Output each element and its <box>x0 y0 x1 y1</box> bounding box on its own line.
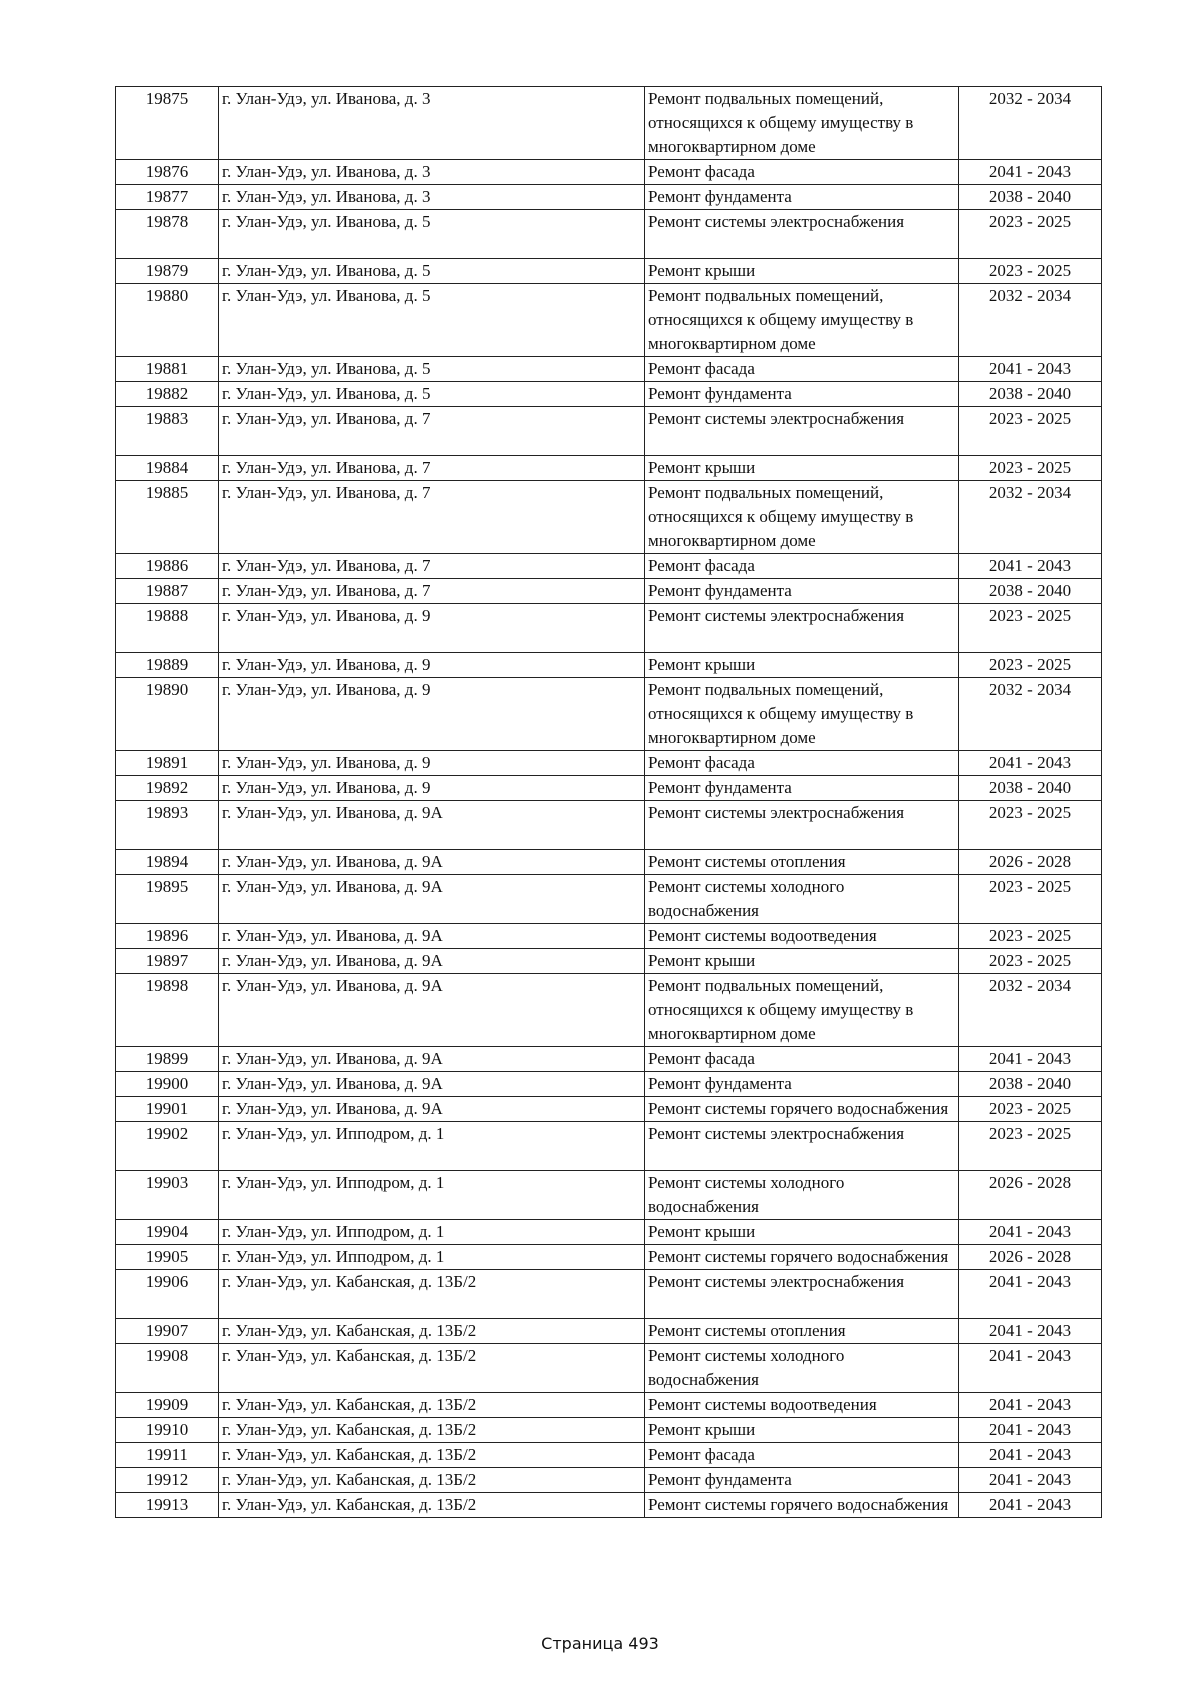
row-number-cell: 19905 <box>116 1245 219 1270</box>
period-cell: 2023 - 2025 <box>959 407 1102 456</box>
row-number-cell: 19908 <box>116 1344 219 1393</box>
period-cell: 2041 - 2043 <box>959 1220 1102 1245</box>
period-cell: 2041 - 2043 <box>959 1493 1102 1518</box>
address-cell: г. Улан-Удэ, ул. Иванова, д. 9А <box>219 949 645 974</box>
period-cell: 2026 - 2028 <box>959 850 1102 875</box>
work-type-cell: Ремонт системы электроснабжения <box>645 1270 959 1319</box>
row-number-cell: 19895 <box>116 875 219 924</box>
row-number-cell: 19887 <box>116 579 219 604</box>
period-cell: 2041 - 2043 <box>959 1319 1102 1344</box>
row-number-cell: 19909 <box>116 1393 219 1418</box>
table-row <box>116 481 1102 554</box>
period-cell: 2023 - 2025 <box>959 456 1102 481</box>
address-cell: г. Улан-Удэ, ул. Кабанская, д. 13Б/2 <box>219 1443 645 1468</box>
period-cell: 2038 - 2040 <box>959 185 1102 210</box>
row-number-cell: 19893 <box>116 801 219 850</box>
work-type-cell: Ремонт крыши <box>645 653 959 678</box>
work-type-cell: Ремонт крыши <box>645 1220 959 1245</box>
work-type-cell: Ремонт фасада <box>645 1443 959 1468</box>
address-cell: г. Улан-Удэ, ул. Иванова, д. 9 <box>219 751 645 776</box>
table-row <box>116 949 1102 974</box>
work-type-cell: Ремонт фасада <box>645 554 959 579</box>
row-number-cell: 19877 <box>116 185 219 210</box>
work-type-cell: Ремонт фасада <box>645 160 959 185</box>
period-cell: 2041 - 2043 <box>959 1468 1102 1493</box>
row-number-cell: 19882 <box>116 382 219 407</box>
address-cell: г. Улан-Удэ, ул. Иванова, д. 9А <box>219 1047 645 1072</box>
address-cell: г. Улан-Удэ, ул. Ипподром, д. 1 <box>219 1122 645 1171</box>
address-cell: г. Улан-Удэ, ул. Иванова, д. 5 <box>219 357 645 382</box>
address-cell: г. Улан-Удэ, ул. Кабанская, д. 13Б/2 <box>219 1468 645 1493</box>
address-cell: г. Улан-Удэ, ул. Кабанская, д. 13Б/2 <box>219 1344 645 1393</box>
table-row <box>116 776 1102 801</box>
table-row <box>116 284 1102 357</box>
row-number-cell: 19897 <box>116 949 219 974</box>
address-cell: г. Улан-Удэ, ул. Иванова, д. 9А <box>219 875 645 924</box>
table-row <box>116 1047 1102 1072</box>
table-row <box>116 554 1102 579</box>
period-cell: 2023 - 2025 <box>959 653 1102 678</box>
address-cell: г. Улан-Удэ, ул. Иванова, д. 7 <box>219 554 645 579</box>
period-cell: 2026 - 2028 <box>959 1171 1102 1220</box>
row-number-cell: 19913 <box>116 1493 219 1518</box>
work-type-cell: Ремонт фасада <box>645 357 959 382</box>
work-type-cell: Ремонт системы холодного водоснабжения <box>645 1344 959 1393</box>
work-type-cell: Ремонт системы холодного водоснабжения <box>645 875 959 924</box>
address-cell: г. Улан-Удэ, ул. Иванова, д. 9А <box>219 801 645 850</box>
work-type-cell: Ремонт системы водоотведения <box>645 1393 959 1418</box>
address-cell: г. Улан-Удэ, ул. Кабанская, д. 13Б/2 <box>219 1393 645 1418</box>
row-number-cell: 19906 <box>116 1270 219 1319</box>
work-type-cell: Ремонт крыши <box>645 456 959 481</box>
table-row <box>116 1171 1102 1220</box>
address-cell: г. Улан-Удэ, ул. Иванова, д. 9 <box>219 653 645 678</box>
address-cell: г. Улан-Удэ, ул. Кабанская, д. 13Б/2 <box>219 1493 645 1518</box>
address-cell: г. Улан-Удэ, ул. Кабанская, д. 13Б/2 <box>219 1319 645 1344</box>
table-row <box>116 87 1102 160</box>
work-type-cell: Ремонт фундамента <box>645 579 959 604</box>
work-type-cell: Ремонт крыши <box>645 949 959 974</box>
work-type-cell: Ремонт подвальных помещений, относящихся к общему имуществу в многоквартирном доме <box>645 974 959 1047</box>
period-cell: 2032 - 2034 <box>959 678 1102 751</box>
period-cell: 2041 - 2043 <box>959 160 1102 185</box>
table-row <box>116 875 1102 924</box>
period-cell: 2038 - 2040 <box>959 382 1102 407</box>
period-cell: 2023 - 2025 <box>959 924 1102 949</box>
address-cell: г. Улан-Удэ, ул. Иванова, д. 7 <box>219 456 645 481</box>
row-number-cell: 19888 <box>116 604 219 653</box>
table-row <box>116 1245 1102 1270</box>
period-cell: 2023 - 2025 <box>959 210 1102 259</box>
period-cell: 2023 - 2025 <box>959 949 1102 974</box>
table-row <box>116 382 1102 407</box>
row-number-cell: 19896 <box>116 924 219 949</box>
period-cell: 2032 - 2034 <box>959 974 1102 1047</box>
address-cell: г. Улан-Удэ, ул. Иванова, д. 9А <box>219 924 645 949</box>
period-cell: 2041 - 2043 <box>959 1047 1102 1072</box>
row-number-cell: 19876 <box>116 160 219 185</box>
row-number-cell: 19910 <box>116 1418 219 1443</box>
period-cell: 2023 - 2025 <box>959 801 1102 850</box>
work-type-cell: Ремонт фундамента <box>645 382 959 407</box>
row-number-cell: 19894 <box>116 850 219 875</box>
row-number-cell: 19885 <box>116 481 219 554</box>
row-number-cell: 19883 <box>116 407 219 456</box>
row-number-cell: 19891 <box>116 751 219 776</box>
table-row <box>116 1072 1102 1097</box>
row-number-cell: 19899 <box>116 1047 219 1072</box>
address-cell: г. Улан-Удэ, ул. Иванова, д. 5 <box>219 382 645 407</box>
work-type-cell: Ремонт подвальных помещений, относящихся к общему имуществу в многоквартирном доме <box>645 87 959 160</box>
row-number-cell: 19898 <box>116 974 219 1047</box>
repair-schedule-table <box>115 86 1102 1518</box>
table-row <box>116 1122 1102 1171</box>
table-row <box>116 924 1102 949</box>
address-cell: г. Улан-Удэ, ул. Иванова, д. 9А <box>219 1097 645 1122</box>
table-row <box>116 579 1102 604</box>
row-number-cell: 19881 <box>116 357 219 382</box>
table-row <box>116 1097 1102 1122</box>
address-cell: г. Улан-Удэ, ул. Иванова, д. 9А <box>219 1072 645 1097</box>
address-cell: г. Улан-Удэ, ул. Ипподром, д. 1 <box>219 1171 645 1220</box>
table-row <box>116 357 1102 382</box>
address-cell: г. Улан-Удэ, ул. Иванова, д. 5 <box>219 259 645 284</box>
address-cell: г. Улан-Удэ, ул. Иванова, д. 9 <box>219 678 645 751</box>
period-cell: 2032 - 2034 <box>959 481 1102 554</box>
period-cell: 2041 - 2043 <box>959 357 1102 382</box>
period-cell: 2041 - 2043 <box>959 1393 1102 1418</box>
table-row <box>116 210 1102 259</box>
work-type-cell: Ремонт системы электроснабжения <box>645 1122 959 1171</box>
work-type-cell: Ремонт фасада <box>645 751 959 776</box>
work-type-cell: Ремонт фундамента <box>645 776 959 801</box>
address-cell: г. Улан-Удэ, ул. Кабанская, д. 13Б/2 <box>219 1270 645 1319</box>
row-number-cell: 19875 <box>116 87 219 160</box>
table-row <box>116 1393 1102 1418</box>
work-type-cell: Ремонт системы отопления <box>645 1319 959 1344</box>
row-number-cell: 19889 <box>116 653 219 678</box>
work-type-cell: Ремонт системы горячего водоснабжения <box>645 1493 959 1518</box>
table-row <box>116 751 1102 776</box>
row-number-cell: 19878 <box>116 210 219 259</box>
work-type-cell: Ремонт системы отопления <box>645 850 959 875</box>
work-type-cell: Ремонт системы горячего водоснабжения <box>645 1245 959 1270</box>
table-row <box>116 1344 1102 1393</box>
period-cell: 2026 - 2028 <box>959 1245 1102 1270</box>
row-number-cell: 19903 <box>116 1171 219 1220</box>
page-number: Страница 493 <box>541 1634 659 1653</box>
address-cell: г. Улан-Удэ, ул. Ипподром, д. 1 <box>219 1220 645 1245</box>
address-cell: г. Улан-Удэ, ул. Иванова, д. 7 <box>219 407 645 456</box>
table-row <box>116 653 1102 678</box>
address-cell: г. Улан-Удэ, ул. Иванова, д. 3 <box>219 87 645 160</box>
address-cell: г. Улан-Удэ, ул. Иванова, д. 3 <box>219 160 645 185</box>
table-row <box>116 407 1102 456</box>
address-cell: г. Улан-Удэ, ул. Иванова, д. 9А <box>219 974 645 1047</box>
address-cell: г. Улан-Удэ, ул. Иванова, д. 3 <box>219 185 645 210</box>
table-row <box>116 1493 1102 1518</box>
row-number-cell: 19884 <box>116 456 219 481</box>
period-cell: 2041 - 2043 <box>959 1270 1102 1319</box>
address-cell: г. Улан-Удэ, ул. Иванова, д. 9 <box>219 604 645 653</box>
work-type-cell: Ремонт системы водоотведения <box>645 924 959 949</box>
table-row <box>116 259 1102 284</box>
address-cell: г. Улан-Удэ, ул. Кабанская, д. 13Б/2 <box>219 1418 645 1443</box>
period-cell: 2023 - 2025 <box>959 604 1102 653</box>
table-row <box>116 1418 1102 1443</box>
table-row <box>116 1319 1102 1344</box>
address-cell: г. Улан-Удэ, ул. Иванова, д. 9 <box>219 776 645 801</box>
work-type-cell: Ремонт системы электроснабжения <box>645 407 959 456</box>
period-cell: 2023 - 2025 <box>959 1097 1102 1122</box>
work-type-cell: Ремонт фундамента <box>645 1468 959 1493</box>
row-number-cell: 19901 <box>116 1097 219 1122</box>
period-cell: 2038 - 2040 <box>959 1072 1102 1097</box>
period-cell: 2041 - 2043 <box>959 554 1102 579</box>
table-row <box>116 185 1102 210</box>
table-row <box>116 160 1102 185</box>
period-cell: 2041 - 2043 <box>959 751 1102 776</box>
row-number-cell: 19890 <box>116 678 219 751</box>
row-number-cell: 19886 <box>116 554 219 579</box>
work-type-cell: Ремонт фундамента <box>645 1072 959 1097</box>
period-cell: 2041 - 2043 <box>959 1418 1102 1443</box>
work-type-cell: Ремонт крыши <box>645 259 959 284</box>
period-cell: 2023 - 2025 <box>959 259 1102 284</box>
table-row <box>116 801 1102 850</box>
table-row <box>116 850 1102 875</box>
work-type-cell: Ремонт системы электроснабжения <box>645 210 959 259</box>
work-type-cell: Ремонт системы электроснабжения <box>645 604 959 653</box>
address-cell: г. Улан-Удэ, ул. Иванова, д. 5 <box>219 210 645 259</box>
row-number-cell: 19879 <box>116 259 219 284</box>
table-row <box>116 1270 1102 1319</box>
address-cell: г. Улан-Удэ, ул. Иванова, д. 5 <box>219 284 645 357</box>
table-row <box>116 604 1102 653</box>
work-type-cell: Ремонт системы горячего водоснабжения <box>645 1097 959 1122</box>
address-cell: г. Улан-Удэ, ул. Ипподром, д. 1 <box>219 1245 645 1270</box>
period-cell: 2041 - 2043 <box>959 1443 1102 1468</box>
row-number-cell: 19880 <box>116 284 219 357</box>
address-cell: г. Улан-Удэ, ул. Иванова, д. 7 <box>219 481 645 554</box>
work-type-cell: Ремонт фасада <box>645 1047 959 1072</box>
repair-schedule-body <box>116 87 1102 1518</box>
work-type-cell: Ремонт системы холодного водоснабжения <box>645 1171 959 1220</box>
work-type-cell: Ремонт фундамента <box>645 185 959 210</box>
period-cell: 2032 - 2034 <box>959 87 1102 160</box>
row-number-cell: 19892 <box>116 776 219 801</box>
period-cell: 2038 - 2040 <box>959 776 1102 801</box>
table-row <box>116 1468 1102 1493</box>
table-row <box>116 1220 1102 1245</box>
period-cell: 2023 - 2025 <box>959 875 1102 924</box>
row-number-cell: 19904 <box>116 1220 219 1245</box>
address-cell: г. Улан-Удэ, ул. Иванова, д. 9А <box>219 850 645 875</box>
table-row <box>116 974 1102 1047</box>
address-cell: г. Улан-Удэ, ул. Иванова, д. 7 <box>219 579 645 604</box>
work-type-cell: Ремонт подвальных помещений, относящихся к общему имуществу в многоквартирном доме <box>645 481 959 554</box>
period-cell: 2041 - 2043 <box>959 1344 1102 1393</box>
work-type-cell: Ремонт крыши <box>645 1418 959 1443</box>
table-row <box>116 456 1102 481</box>
row-number-cell: 19902 <box>116 1122 219 1171</box>
period-cell: 2023 - 2025 <box>959 1122 1102 1171</box>
row-number-cell: 19911 <box>116 1443 219 1468</box>
work-type-cell: Ремонт системы электроснабжения <box>645 801 959 850</box>
row-number-cell: 19900 <box>116 1072 219 1097</box>
row-number-cell: 19912 <box>116 1468 219 1493</box>
row-number-cell: 19907 <box>116 1319 219 1344</box>
period-cell: 2038 - 2040 <box>959 579 1102 604</box>
period-cell: 2032 - 2034 <box>959 284 1102 357</box>
table-row <box>116 1443 1102 1468</box>
work-type-cell: Ремонт подвальных помещений, относящихся к общему имуществу в многоквартирном доме <box>645 284 959 357</box>
work-type-cell: Ремонт подвальных помещений, относящихся к общему имуществу в многоквартирном доме <box>645 678 959 751</box>
table-row <box>116 678 1102 751</box>
